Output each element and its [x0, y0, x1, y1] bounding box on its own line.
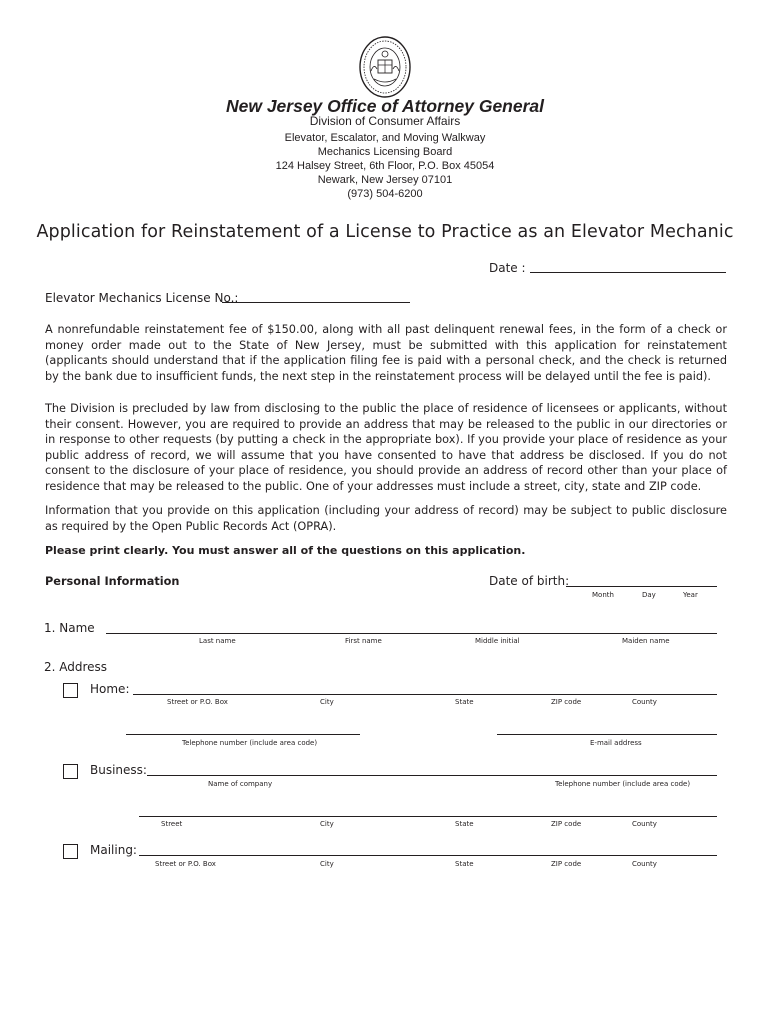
maiden-name-label: Maiden name [622, 637, 670, 645]
date-field[interactable] [530, 272, 726, 273]
mailing-address-checkbox[interactable] [63, 844, 78, 859]
home-county-label: County [632, 698, 657, 706]
state-seal-icon [358, 35, 412, 99]
privacy-paragraph: The Division is precluded by law from disclosing to the public the place of residence of licensees or applicants, without their consent. However, you are required to provide an address that may be released to the public in our directories or in response to other requests (by putting a check in the appropriate box). If you provide your place of residence as your public address of record, we will assume that you have consented to have that address be disclosed. If you do not consent to the disclosure of your place of residence, you should provide an address of record other than your place of residence that may be released to the public. One of your addresses must include a street, city, state and ZIP code. [45, 402, 727, 493]
business-state-label: State [455, 820, 474, 828]
address-line-1: 124 Halsey Street, 6th Floor, P.O. Box 45054 [275, 160, 495, 172]
first-name-label: First name [345, 637, 382, 645]
dob-day-label: Day [642, 591, 656, 599]
mailing-city-label: City [320, 860, 334, 868]
dob-month-label: Month [592, 591, 614, 599]
email-field[interactable] [497, 734, 717, 735]
form-title: Application for Reinstatement of a License to Practice as an Elevator Mechanic [36, 222, 734, 242]
date-label: Date : [489, 261, 526, 275]
business-county-label: County [632, 820, 657, 828]
board-line-1: Elevator, Escalator, and Moving Walkway [284, 132, 486, 144]
business-company-field[interactable] [147, 775, 717, 776]
opra-paragraph: Information that you provide on this application (including your address of record) may be subject to public disclosure as required by the Open Public Records Act (OPRA). [45, 504, 727, 533]
fee-paragraph: A nonrefundable reinstatement fee of $150.00, along with all past delinquent renewal fees, in the form of a check or money order made out to the State of New Jersey, must be submitted with this application for reinstatement (applicants should understand that if the application filing fee is paid with a personal check, and the check is returned by the bank due to insufficient funds, the next step in the reinstatement process will be delayed until the fee is paid). [45, 323, 727, 383]
business-telephone-label: Telephone number (include area code) [555, 780, 691, 788]
phone-number: (973) 504-6200 [347, 188, 423, 200]
mailing-county-label: County [632, 860, 657, 868]
name-label: 1. Name [44, 621, 95, 635]
home-city-label: City [320, 698, 334, 706]
division-name: Division of Consumer Affairs [309, 114, 461, 128]
business-city-label: City [320, 820, 334, 828]
personal-info-heading: Personal Information [45, 575, 180, 588]
office-title: New Jersey Office of Attorney General [225, 96, 545, 116]
dob-field[interactable] [566, 586, 717, 587]
home-zip-label: ZIP code [551, 698, 582, 706]
mailing-state-label: State [455, 860, 474, 868]
middle-initial-label: Middle initial [475, 637, 520, 645]
home-label: Home: [90, 682, 130, 696]
business-label: Business: [90, 763, 147, 777]
home-street-label: Street or P.O. Box [167, 698, 228, 706]
mailing-label: Mailing: [90, 843, 137, 857]
telephone-label: Telephone number (include area code) [182, 739, 318, 747]
mailing-street-label: Street or P.O. Box [155, 860, 216, 868]
instruction-text: Please print clearly. You must answer all of the questions on this application. [45, 544, 526, 557]
company-name-label: Name of company [208, 780, 273, 788]
license-number-field[interactable] [222, 302, 410, 303]
home-address-checkbox[interactable] [63, 683, 78, 698]
home-address-field[interactable] [133, 694, 717, 695]
telephone-field[interactable] [126, 734, 360, 735]
address-line-2: Newark, New Jersey 07101 [317, 174, 453, 186]
email-label: E-mail address [590, 739, 642, 747]
home-state-label: State [455, 698, 474, 706]
address-label: 2. Address [44, 660, 108, 674]
dob-year-label: Year [683, 591, 698, 599]
dob-label: Date of birth: [489, 574, 570, 588]
mailing-zip-label: ZIP code [551, 860, 582, 868]
license-number-label: Elevator Mechanics License No.: [45, 291, 239, 305]
business-street-field[interactable] [139, 816, 717, 817]
name-field[interactable] [106, 633, 717, 634]
business-address-checkbox[interactable] [63, 764, 78, 779]
mailing-address-field[interactable] [139, 855, 717, 856]
board-line-2: Mechanics Licensing Board [317, 146, 453, 158]
business-street-label: Street [161, 820, 183, 828]
business-zip-label: ZIP code [551, 820, 582, 828]
last-name-label: Last name [199, 637, 236, 645]
